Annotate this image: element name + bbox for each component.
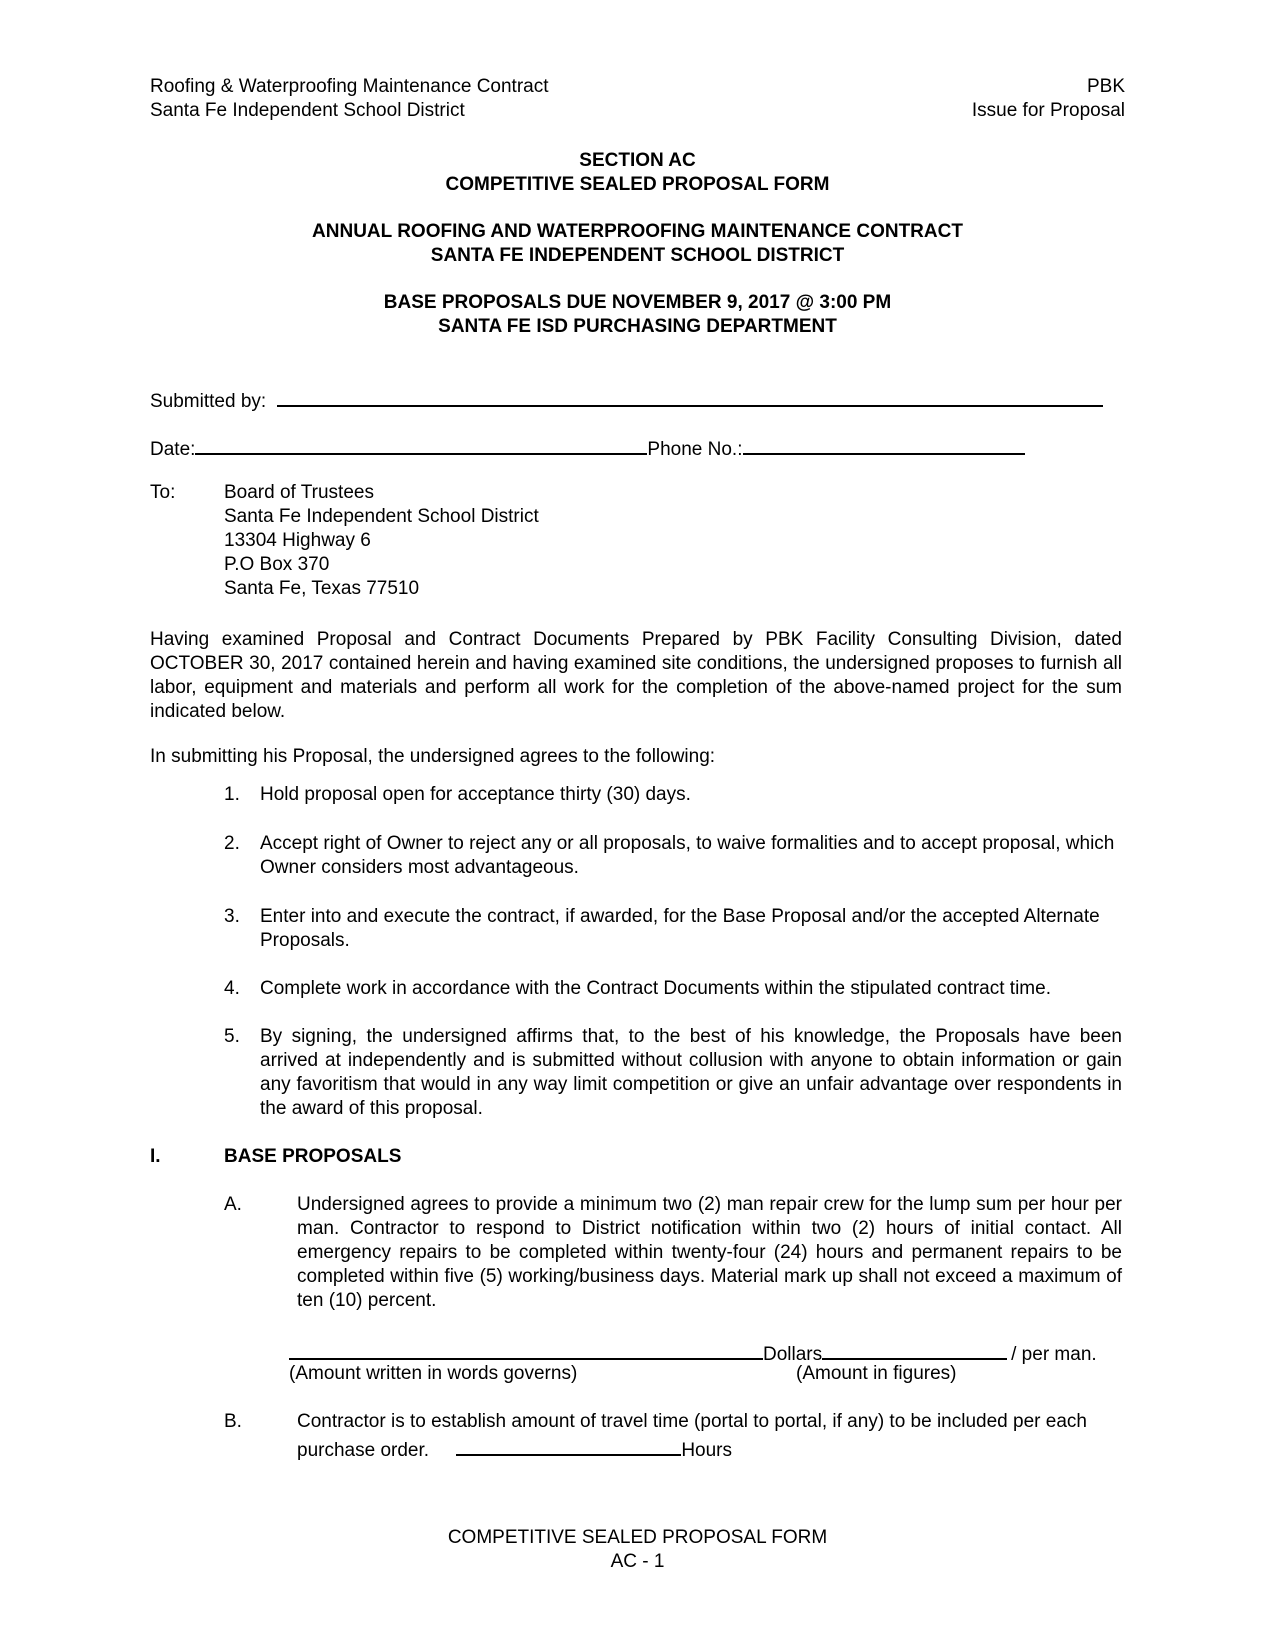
header-district: Santa Fe Independent School District (150, 100, 465, 121)
date-phone-row (150, 433, 1110, 462)
agreement-text: Hold proposal open for acceptance thirty (30) days. (260, 784, 691, 805)
amount-words-field[interactable] (289, 1338, 763, 1360)
dollars-label: Dollars (763, 1344, 823, 1365)
item-b-label: B. (224, 1411, 242, 1432)
date-field[interactable] (195, 433, 647, 455)
to-label: To: (150, 482, 176, 503)
header-firm: PBK (1086, 76, 1125, 97)
due-title: BASE PROPOSALS DUE NOVEMBER 9, 2017 @ 3:00 PM (383, 292, 892, 313)
section-title: SECTION AC (579, 150, 696, 171)
header-left (150, 75, 549, 123)
agreement-number: 4. (224, 978, 240, 999)
header-contract-title: Roofing & Waterproofing Maintenance Contract (150, 76, 549, 97)
phone-field[interactable] (743, 433, 1025, 455)
footer-form-title: COMPETITIVE SEALED PROPOSAL FORM (447, 1527, 828, 1548)
hours-label: Hours (681, 1440, 732, 1461)
amount-words-caption: (Amount written in words governs) (289, 1363, 578, 1384)
agreement-text: Enter into and execute the contract, if awarded, for the Base Proposal and/or the accepted Alternate Proposals. (260, 906, 1100, 951)
agreement-text: Complete work in accordance with the Contract Documents within the stipulated contract time. (260, 978, 1051, 999)
footer-page-number: AC - 1 (610, 1551, 665, 1572)
base-section-number: I. (150, 1146, 161, 1167)
header-status: Issue for Proposal (971, 100, 1125, 121)
form-title: COMPETITIVE SEALED PROPOSAL FORM (445, 174, 830, 195)
item-a-label: A. (224, 1194, 242, 1215)
amount-figures-field[interactable] (822, 1338, 1007, 1360)
department-title: SANTA FE ISD PURCHASING DEPARTMENT (438, 316, 837, 337)
address-line: Santa Fe, Texas 77510 (224, 578, 420, 599)
submitted-by-row (150, 385, 1110, 414)
contract-title: ANNUAL ROOFING AND WATERPROOFING MAINTENANCE CONTRACT (312, 221, 963, 242)
agreement-number: 5. (224, 1026, 240, 1047)
address-line: Board of Trustees (224, 482, 374, 503)
travel-hours-field[interactable] (456, 1434, 681, 1456)
submitted-by-field[interactable] (277, 385, 1103, 407)
header-right (972, 75, 1125, 123)
agreement-number: 1. (224, 784, 240, 805)
intro-paragraph: Having examined Proposal and Contract Documents Prepared by PBK Facility Consulting Division, dated OCTOBER 30, 2017 contained herein and having examined site conditions, the undersigned proposes to furnish all labor, equipment and materials and perform all work for the completion of the above-named project for the sum indicated below. (150, 629, 1122, 722)
date-label: Date: (150, 439, 196, 460)
item-a-text: Undersigned agrees to provide a minimum two (2) man repair crew for the lump sum per hour per man. Contractor to respond to District notification within two (2) hours of initial contact. All emergency repairs to be completed within twenty-four (24) hours and permanent repairs to be completed within five (5) working/business days. Material mark up shall not exceed a maximum of ten (10) percent. (297, 1194, 1122, 1311)
address-line: Santa Fe Independent School District (224, 506, 539, 527)
agreement-number: 3. (224, 906, 240, 927)
agreement-text: Accept right of Owner to reject any or all proposals, to waive formalities and to accept proposal, which Owner considers most advantageous. (260, 833, 1115, 878)
address-line: P.O Box 370 (224, 554, 330, 575)
agreement-text: By signing, the undersigned affirms that, to the best of his knowledge, the Proposals have been arrived at independently and is submitted without collusion with anyone to obtain information or gain any favoritism that would in any way limit competition or give an unfair advantage over respondents in the award of this proposal. (260, 1026, 1122, 1119)
phone-label: Phone No.: (647, 439, 743, 460)
address-line: 13304 Highway 6 (224, 530, 371, 551)
per-man-label: / per man. (1011, 1344, 1097, 1365)
address-block (224, 481, 539, 601)
amount-figures-caption: (Amount in figures) (796, 1363, 957, 1384)
agrees-intro: In submitting his Proposal, the undersigned agrees to the following: (150, 746, 716, 767)
district-title: SANTA FE INDEPENDENT SCHOOL DISTRICT (430, 245, 845, 266)
base-section-title: BASE PROPOSALS (224, 1146, 402, 1167)
submitted-by-label: Submitted by: (150, 391, 267, 412)
agreement-number: 2. (224, 833, 240, 854)
item-b-text: Contractor is to establish amount of travel time (portal to portal, if any) to be included per each purchase order. (297, 1411, 1087, 1461)
item-b-block (297, 1410, 1122, 1463)
